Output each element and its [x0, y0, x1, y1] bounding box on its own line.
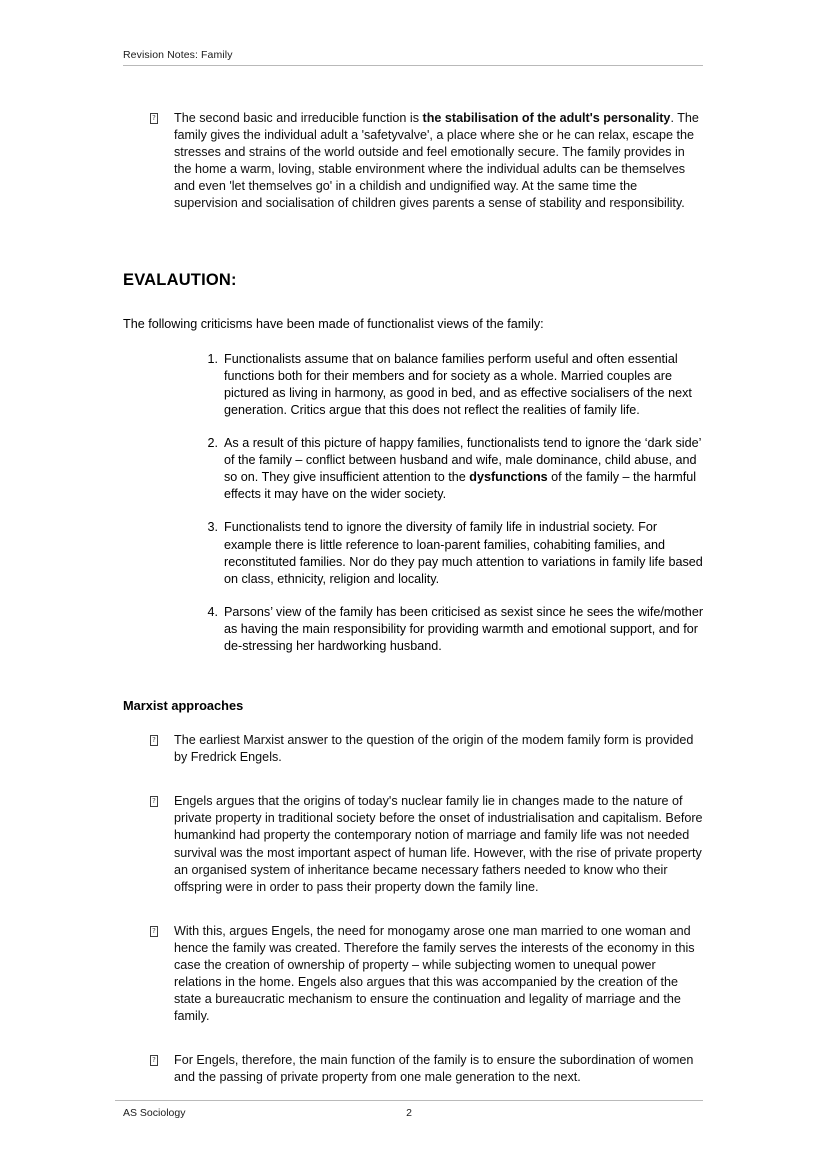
list-item-text-lead: As a result of this picture of happy families, functionalists tend to ignore the ‘dark side’ of the family – conflict between husband and wife, male dominance, child abuse, and so on. They give insufficient attention to the — [224, 436, 701, 485]
list-item-number: 1. — [207, 351, 218, 366]
footer-row — [115, 1106, 703, 1122]
spacer — [123, 714, 703, 732]
list-item-text: Parsons’ view of the family has been criticised as sexist since he sees the wife/mother as having the main responsibility for providing warmth and emotional support, and for de-stressing her hardworking husband. — [224, 604, 704, 653]
bullet-item — [123, 1052, 703, 1086]
bullet-item — [123, 110, 703, 213]
spacer — [123, 783, 703, 793]
bullet-text — [174, 110, 703, 213]
bullet-text-bold: the stabilisation of the adult's personality — [422, 111, 671, 125]
bullet-marker-icon: ? — [150, 735, 158, 746]
bullet-marker-icon: ? — [150, 926, 158, 937]
spacer — [123, 671, 703, 697]
list-item-text: Functionalists assume that on balance families perform useful and often essential functions both for their members and for society as a whole. Married couples are pictured as living in harmony, as good in bed, and as effective socialisers of the next generation. Critics argue that this does not reflect the realities of family life. — [224, 351, 692, 417]
list-item-number: 2. — [207, 436, 218, 451]
spacer — [123, 333, 703, 351]
evaluation-intro-text: The following criticisms have been made of functionalist views of the family: — [123, 316, 544, 331]
bullet-item — [123, 732, 703, 766]
header-title: Revision Notes: Family — [123, 49, 233, 61]
list-item-text-bold: dysfunctions — [469, 470, 548, 485]
evaluation-list — [123, 351, 703, 655]
spacer — [123, 230, 703, 248]
footer-page-number: 2 — [406, 1107, 412, 1119]
bullet-marker-icon: ? — [150, 1055, 158, 1066]
bullet-text: For Engels, therefore, the main function of the family is to ensure the subordination of women and the passing of private property from one male generation to the next. — [174, 1053, 694, 1085]
list-item-text: Functionalists tend to ignore the diversity of family life in industrial society. For example there is little reference to loan-parent families, cohabiting families, and reconstituted families. Nor do they pay much attention to variations in family life based on class, ethnicity, religion and locality. — [224, 520, 703, 586]
list-item — [123, 435, 703, 503]
spacer — [123, 913, 703, 923]
bullet-text-lead: The second basic and irreducible function is — [174, 111, 423, 125]
bullet-text: The earliest Marxist answer to the question of the origin of the modem family form is provided by Fredrick Engels. — [174, 733, 694, 765]
list-item-number: 3. — [207, 520, 218, 535]
bullet-marker-icon: ? — [150, 796, 158, 807]
footer-divider — [115, 1100, 703, 1101]
page-footer — [115, 1100, 703, 1122]
spacer — [123, 290, 703, 316]
document-body — [123, 110, 703, 1104]
list-item — [123, 351, 703, 419]
spacer — [123, 1042, 703, 1052]
bullet-item — [123, 923, 703, 1026]
section-heading-evaluation: EVALAUTION: — [123, 270, 237, 289]
footer-course-label: AS Sociology — [123, 1107, 186, 1119]
list-item-text — [224, 435, 703, 503]
list-item-number: 4. — [207, 604, 218, 619]
section-heading-marxist: Marxist approaches — [123, 698, 244, 714]
page-header — [123, 48, 703, 66]
list-item-text-tail: of the family – the harmful effects it may have on the wider society. — [224, 470, 697, 502]
bullet-item — [123, 793, 703, 896]
bullet-text-tail: . The family gives the individual adult a 'safetyvalve', a place where she or he can relax, escape the stresses and strains of the world outside and feel emotionally secure. The family provides in the home a warm, loving, stable environment where the individual adults can be themselves and even 'let themselves go' in a childish and undignified way. At the same time the supervision and socialisation of children gives parents a sense of stability and responsibility. — [174, 111, 699, 211]
bullet-text: Engels argues that the origins of today's nuclear family lie in changes made to the nature of private property in traditional society before the onset of industrialisation and capitalism. Before humankind had property the contemporary notion of marriage and family life was not needed survival was the most important aspect of human life. However, with the rise of private property an organised system of inheritance became necessary fathers needed to know who their offspring were in order to pass their property down the family line. — [174, 794, 703, 894]
bullet-marker-icon: ? — [150, 113, 158, 124]
list-item — [123, 604, 703, 655]
bullet-text: With this, argues Engels, the need for monogamy arose one man married to one woman and hence the family was created. Therefore the family serves the interests of the economy in this case the creation of ownership of property – while subjecting women to unequal power relations in the home. Engels also argues that this was accompanied by the creation of the state a bureaucratic mechanism to ensure the continuation and legality of marriage and the family. — [174, 923, 695, 1024]
header-divider — [123, 65, 703, 66]
list-item — [123, 519, 703, 587]
